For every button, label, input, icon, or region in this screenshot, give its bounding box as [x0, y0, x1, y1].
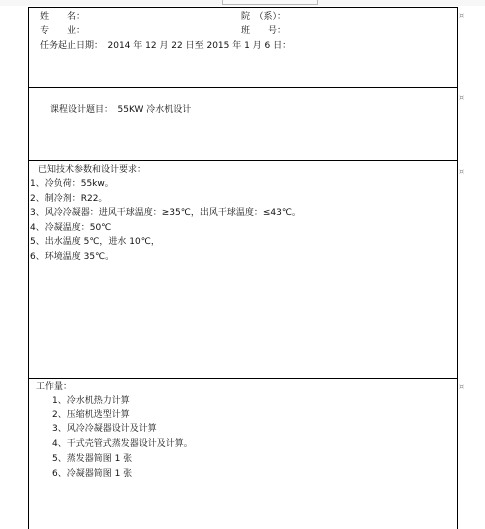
param-item-2: 2、制冷剂：R22。	[30, 194, 108, 204]
param-item-1: 1、冷负荷：55kw。	[30, 179, 114, 189]
work-item-5: 5、蒸发器简图 1 张	[52, 454, 133, 464]
page-tab[interactable]	[222, 0, 318, 5]
work-item-6: 6、冷凝器简图 1 张	[52, 469, 133, 479]
window-top-bar	[0, 0, 485, 6]
work-heading: 工作量：	[36, 382, 73, 392]
class-number-label: 班 号：	[241, 26, 287, 36]
row-end-mark-icon: ¤	[459, 11, 465, 20]
row-end-mark-icon: ¤	[459, 167, 465, 176]
major-label: 专 业：	[40, 26, 86, 36]
work-item-3: 3、风冷冷凝器设计及计算	[52, 424, 157, 434]
table-border-top	[28, 7, 457, 8]
params-heading: 已知技术参数和设计要求：	[38, 165, 147, 175]
param-item-6: 6、环境温度 35℃。	[30, 252, 115, 262]
row-end-mark-icon: ¤	[459, 382, 465, 391]
table-divider-3	[28, 378, 457, 379]
work-item-4: 4、干式壳管式蒸发器设计及计算。	[52, 439, 193, 449]
course-design-topic: 课程设计题目： 55KW 冷水机设计	[50, 105, 192, 115]
table-divider-2	[28, 160, 457, 161]
table-divider-1	[28, 87, 457, 88]
work-item-1: 1、冷水机热力计算	[52, 396, 130, 406]
form-table	[28, 7, 458, 529]
param-item-5: 5、出水温度 5℃，进水 10℃，	[30, 237, 160, 247]
row-end-mark-icon: ¤	[459, 93, 465, 102]
work-item-2: 2、压缩机选型计算	[52, 410, 130, 420]
param-item-3: 3、风冷冷凝器：进风干球温度：≥35℃，出风干球温度：≤43℃。	[30, 208, 301, 218]
param-item-4: 4、冷凝温度：50℃	[30, 223, 112, 233]
department-label: 院 （系）：	[241, 12, 287, 22]
name-label: 姓 名：	[40, 12, 86, 22]
task-dates: 任务起止日期： 2014 年 12 月 22 日至 2015 年 1 月 6 日：	[40, 41, 292, 51]
